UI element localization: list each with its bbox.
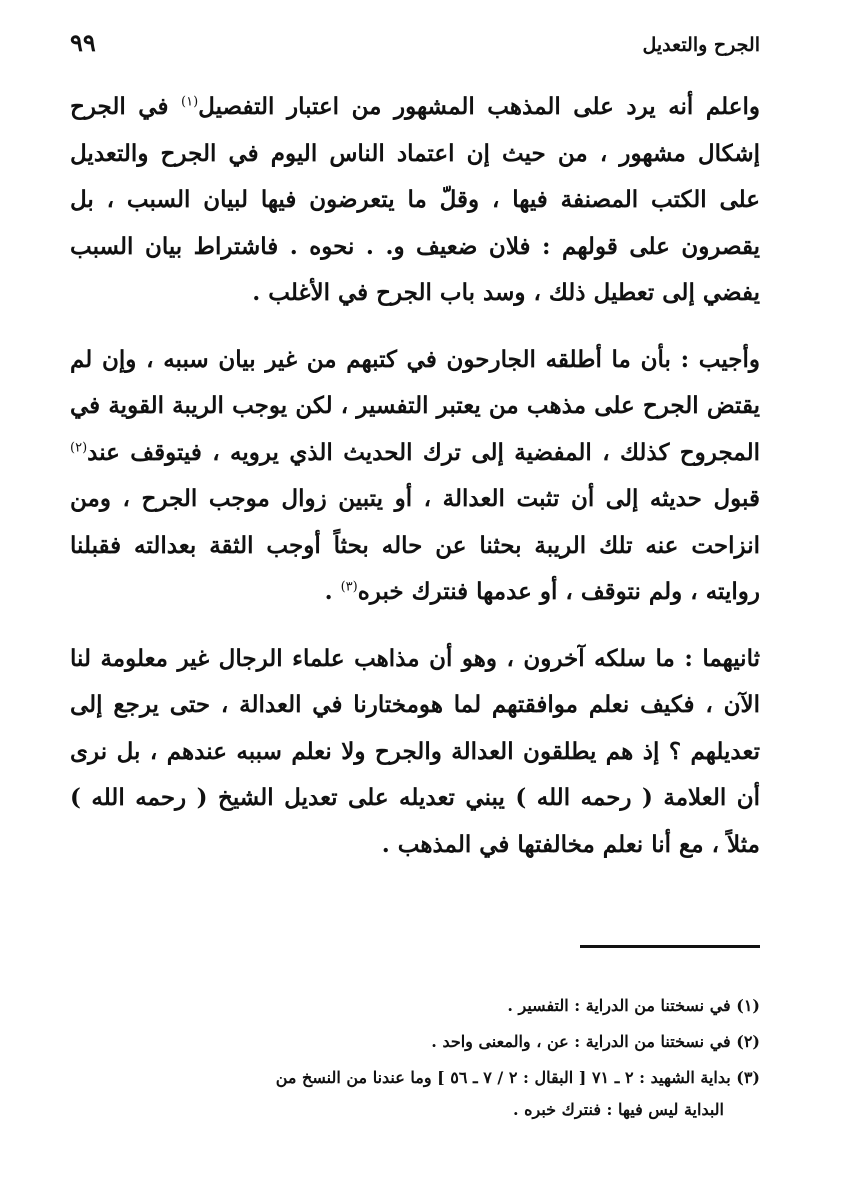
paragraph-2: [70, 337, 760, 616]
paragraph-text: .: [324, 578, 341, 605]
paragraph-text: قبول حديثه إلى أن تثبت العدالة ، أو يتبين زوال موجب الجرح ، ومن انزاحت عنه تلك الريبة بحثنا عن حاله بحثاً أوجب الثقة بعدالته فقبلنا روايته ، ولم نتوقف ، أو عدمها فنترك خبره: [70, 485, 760, 605]
footnote-3: [70, 1062, 760, 1126]
footnote-continuation: البداية ليس فيها : فنترك خبره .: [513, 1100, 724, 1119]
body-text: [70, 84, 760, 868]
footnote-ref-2: (٢): [70, 439, 88, 455]
footnotes: [70, 990, 760, 1130]
footnote-ref-1: (١): [181, 94, 199, 110]
page-number: ٩٩: [70, 28, 96, 57]
paragraph-3: [70, 636, 760, 869]
footnote-2: (٢) في نسختنا من الدراية : عن ، والمعنى واحد .: [431, 1032, 760, 1051]
footnote-ref-3: (٣): [340, 579, 358, 595]
paragraph-text: وأجيب : بأن ما أطلقه الجارحون في كتبهم من غير بيان سببه ، وإن لم يقتض الجرح على مذهب من يعتبر التفسير ، لكن يوجب الريبة القوية في المجروح كذلك ، المفضية إلى ترك الحديث الذي يرويه ، فيتوقف عند: [70, 345, 760, 466]
footnote-divider: [580, 945, 760, 948]
paragraph-text: في الجرح إشكال مشهور ، من حيث إن اعتماد الناس اليوم في الجرح والتعديل على الكتب المصنفة فيها ، وقلّ ما يتعرضون فيها لبيان السبب ، بل يقصرون على قولهم : فلان ضعيف و. . نحوه . فاشتراط بيان السبب يفضي إلى تعطيل ذلك ، وسد باب الجرح في الأغلب .: [70, 93, 760, 306]
footnote-text: (٣) بداية الشهيد : ٢ ـ ٧١ [ البقال : ٢ / ٧ ـ ٥٦ ] وما عندنا من النسخ من: [275, 1068, 760, 1087]
paragraph-1: [70, 84, 760, 317]
page-header: [70, 28, 760, 68]
paragraph-text: ثانيهما : ما سلكه آخرون ، وهو أن مذاهب علماء الرجال غير معلومة لنا الآن ، فكيف نعلم موافقتهم لما هومختارنا في العدالة ، حتى يرجع إلى تعديلهم ؟ إذ هم يطلقون العدالة والجرح ولا نعلم سببه عندهم ، بل نرى أن العلامة ( رحمه الله ) يبني تعديله على تعديل الشيخ ( رحمه الله ) مثلاً ، مع أنا نعلم مخالفتها في المذهب .: [70, 644, 760, 858]
running-title: الجرح والتعديل: [642, 34, 760, 56]
footnote-1: (١) في نسختنا من الدراية : التفسير .: [507, 996, 760, 1015]
paragraph-text: واعلم أنه يرد على المذهب المشهور من اعتبار التفصيل: [198, 93, 760, 120]
